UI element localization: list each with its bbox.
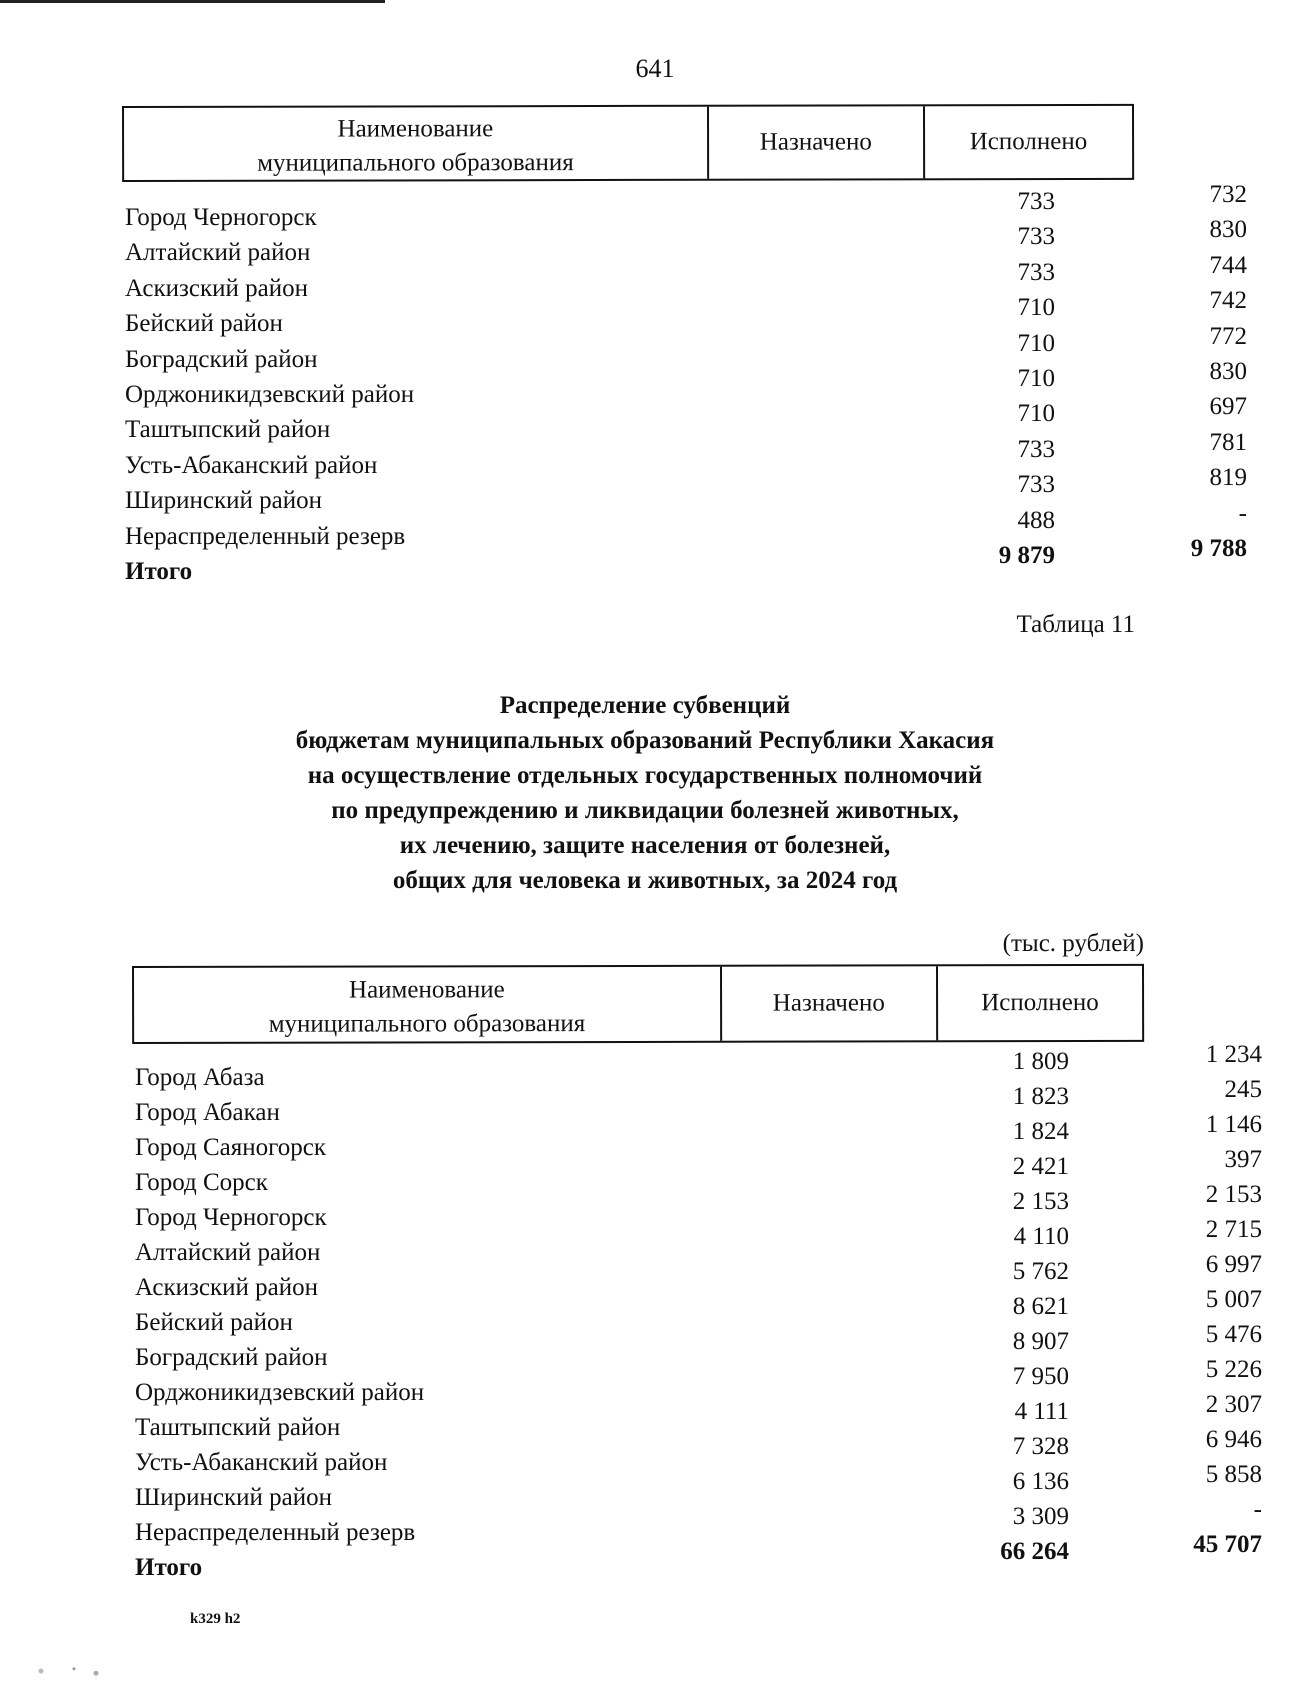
row-assigned-value: 4 111 <box>1014 1398 1069 1425</box>
row-executed-value: 830 <box>1209 357 1247 385</box>
row-executed-value: 1 234 <box>1205 1041 1262 1068</box>
row-assigned-value: 3 309 <box>1012 1503 1069 1530</box>
title-line: общих для человека и животных, за 2024 год <box>392 867 898 894</box>
row-assigned-value: 733 <box>1017 471 1055 499</box>
row-executed-value: 2 715 <box>1205 1216 1262 1243</box>
row-name: Город Черногорск <box>135 1204 327 1231</box>
row-assigned-value: 8 621 <box>1012 1293 1069 1320</box>
row-name: Нераспределенный резерв <box>125 522 406 550</box>
row-executed-value: 6 997 <box>1205 1251 1262 1278</box>
header-name-column <box>134 967 722 1042</box>
top-rule <box>0 0 385 3</box>
row-executed-value: 697 <box>1209 393 1247 421</box>
row-name: Бейский район <box>135 1309 293 1336</box>
row-executed-value: 245 <box>1224 1076 1262 1103</box>
row-name: Итого <box>135 1554 203 1581</box>
header-name-line2: муниципального образования <box>268 1010 586 1038</box>
title-line: их лечению, защите населения от болезней, <box>399 832 891 859</box>
row-name: Город Абаза <box>135 1064 265 1091</box>
table-1 <box>122 106 1247 585</box>
title-line: по предупреждению и ликвидации болезней животных, <box>331 797 959 824</box>
table-label: Таблица 11 <box>1016 611 1135 638</box>
header-executed: Исполнено <box>923 106 1132 178</box>
row-name: Аскизский район <box>125 274 309 302</box>
row-name: Боградский район <box>125 345 318 373</box>
table-title <box>0 688 1290 898</box>
header-executed: Исполнено <box>936 966 1142 1040</box>
title-line: Распределение субвенций <box>499 692 791 719</box>
row-assigned-value: 733 <box>1017 223 1055 251</box>
footer-code: k329 h2 <box>190 1611 241 1627</box>
row-executed-value: 830 <box>1209 216 1247 244</box>
header-assigned: Назначено <box>772 989 885 1017</box>
row-name: Алтайский район <box>135 1239 321 1266</box>
title-line: на осуществление отдельных государственных полномочий <box>307 762 983 789</box>
row-assigned-value: 4 110 <box>1013 1223 1069 1250</box>
row-executed-value: 9 788 <box>1190 534 1247 562</box>
row-assigned-value: 66 264 <box>1000 1538 1069 1565</box>
row-executed-value: 5 858 <box>1205 1461 1262 1488</box>
row-executed-value: 2 153 <box>1205 1181 1262 1208</box>
table-2 <box>132 966 1262 1581</box>
row-executed-value: 1 146 <box>1205 1111 1262 1138</box>
row-assigned-value: 6 136 <box>1012 1468 1069 1495</box>
table-2-body <box>132 1041 1262 1581</box>
scan-artifact <box>8 1660 118 1682</box>
row-name: Аскизский район <box>135 1274 319 1301</box>
row-assigned-value: 710 <box>1017 400 1055 428</box>
row-name: Орджоникидзевский район <box>135 1379 425 1406</box>
row-executed-value: 6 946 <box>1205 1426 1262 1453</box>
row-name: Ширинский район <box>135 1484 332 1511</box>
row-name: Орджоникидзевский район <box>125 380 415 408</box>
row-name: Бейский район <box>125 310 283 338</box>
title-line: бюджетам муниципальных образований Республики Хакасия <box>295 727 995 754</box>
row-name: Город Абакан <box>135 1099 280 1126</box>
header-name-line1: Наименование <box>337 115 494 143</box>
row-name: Таштыпский район <box>135 1414 341 1441</box>
row-executed-value: 2 307 <box>1205 1391 1262 1418</box>
row-assigned-value: 2 421 <box>1012 1153 1069 1180</box>
row-name: Город Черногорск <box>125 204 317 231</box>
row-assigned-value: 1 823 <box>1012 1083 1069 1110</box>
row-executed-value: 742 <box>1209 287 1247 315</box>
units-label: (тыс. рублей) <box>1002 930 1144 957</box>
row-assigned-value: 1 824 <box>1012 1118 1069 1145</box>
row-executed-value: - <box>1238 499 1247 527</box>
row-executed-value: 772 <box>1209 322 1247 350</box>
row-assigned-value: 7 328 <box>1012 1433 1069 1460</box>
row-name: Таштыпский район <box>125 416 331 444</box>
row-name: Усть-Абаканский район <box>135 1449 388 1476</box>
row-executed-value: 5 476 <box>1205 1321 1262 1348</box>
row-name: Город Саяногорск <box>135 1134 327 1161</box>
header-name-line2: муниципального образования <box>257 149 574 177</box>
row-assigned-value: 733 <box>1017 188 1055 215</box>
row-executed-value: - <box>1253 1496 1262 1523</box>
page-number: 641 <box>635 54 675 83</box>
row-executed-value: 781 <box>1209 428 1247 456</box>
row-assigned-value: 2 153 <box>1012 1188 1069 1215</box>
row-executed-value: 5 226 <box>1205 1356 1262 1383</box>
row-executed-value: 744 <box>1209 251 1247 279</box>
row-executed-value: 45 707 <box>1193 1531 1262 1558</box>
row-executed-value: 819 <box>1209 464 1247 492</box>
row-executed-value: 397 <box>1224 1146 1262 1173</box>
row-name: Ширинский район <box>125 487 322 515</box>
row-assigned-value: 733 <box>1017 435 1055 463</box>
row-name: Алтайский район <box>125 239 311 267</box>
row-assigned-value: 733 <box>1017 258 1055 286</box>
header-name-column <box>124 107 709 180</box>
row-assigned-value: 710 <box>1017 364 1055 392</box>
row-name: Нераспределенный резерв <box>135 1519 416 1546</box>
row-assigned-value: 1 809 <box>1012 1048 1069 1075</box>
row-executed-value: 732 <box>1209 181 1247 208</box>
row-assigned-value: 8 907 <box>1012 1328 1069 1355</box>
row-assigned-value: 9 879 <box>998 541 1055 569</box>
table-1-body <box>122 181 1247 585</box>
header-assigned: Назначено <box>759 128 872 156</box>
row-name: Усть-Абаканский район <box>125 451 378 479</box>
row-assigned-value: 7 950 <box>1012 1363 1069 1390</box>
header-name-line1: Наименование <box>348 976 505 1004</box>
row-assigned-value: 5 762 <box>1012 1258 1069 1285</box>
row-assigned-value: 710 <box>1017 294 1055 322</box>
row-assigned-value: 488 <box>1017 506 1055 534</box>
table-2-header <box>132 964 1144 1044</box>
row-name: Итого <box>125 557 193 585</box>
row-executed-value: 5 007 <box>1205 1286 1262 1313</box>
row-assigned-value: 710 <box>1017 329 1055 357</box>
row-name: Город Сорск <box>135 1169 268 1196</box>
row-name: Боградский район <box>135 1344 328 1371</box>
table-1-header <box>122 104 1134 182</box>
